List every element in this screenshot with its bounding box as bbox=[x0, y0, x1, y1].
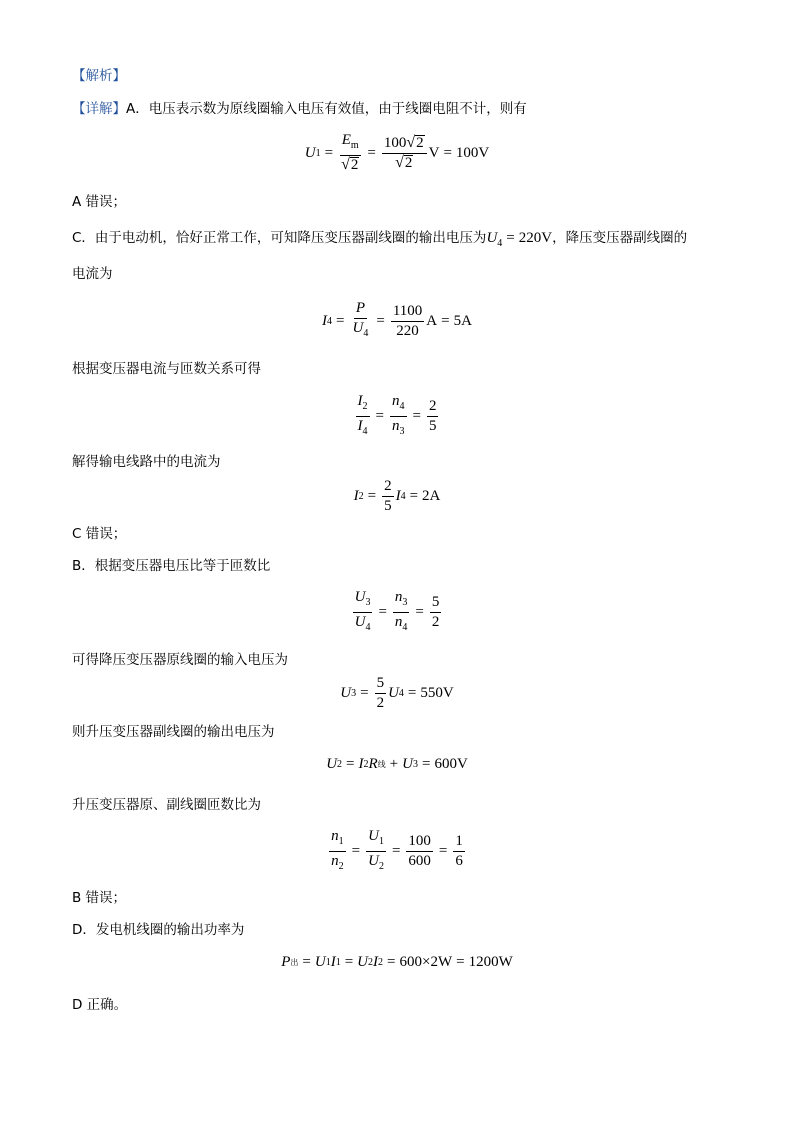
equation-power: P 出 = U 1 I 1 = U 2 I 2 = 600 × 2 W = 1200W bbox=[281, 954, 513, 970]
equation-i2: I 2 = $\frac{2}{5}$ I 4 = 2A bbox=[353, 478, 441, 514]
equation-u3: U 3 = $\frac{5}{2}$ U 4 = 550V bbox=[340, 675, 454, 711]
paragraph-u2: 则升压变压器副线圈的输出电压为 bbox=[72, 724, 275, 740]
paragraph-turns-ratio: 升压变压器原、副线圈匝数比为 bbox=[72, 797, 261, 813]
equation-voltage-ratio: $\frac{U_3}{U_4}$ = $\frac{n_3}{n_4}$ = $\frac{5}{2}$ bbox=[354, 589, 440, 633]
equation-i4: I 4 = $\frac{P}{U_4}$ = $\frac{1100}{220}$ A = 5A bbox=[322, 300, 472, 339]
paragraph-b-result: B 错误； bbox=[72, 890, 127, 906]
paragraph-b: B．根据变压器电压比等于匝数比 bbox=[72, 558, 271, 574]
paragraph-a-text: A．电压表示数为原线圈输入电压有效值，由于线圈电阻不计，则有 bbox=[126, 101, 527, 117]
paragraph-c-result: C 错误； bbox=[72, 526, 127, 542]
equation-current-ratio: $\frac{I_2}{I_4}$ = $\frac{n_4}{n_3}$ = $\frac{2}{5}$ bbox=[357, 393, 437, 437]
paragraph-u3: 可得降压变压器原线圈的输入电压为 bbox=[72, 652, 288, 668]
detail-tag: 【详解】 bbox=[72, 101, 126, 117]
section-header: 【解析】 bbox=[72, 68, 126, 84]
paragraph-a bbox=[72, 99, 527, 119]
paragraph-current-ratio: 根据变压器电流与匝数关系可得 bbox=[72, 361, 261, 377]
paragraph-c: C．由于电动机，恰好正常工作，可知降压变压器副线圈的输出电压为$U_4 = 220V$，降压变压器副线圈的 bbox=[72, 230, 688, 249]
paragraph-d: D．发电机线圈的输出功率为 bbox=[72, 922, 245, 938]
paragraph-a-result: A 错误； bbox=[72, 194, 127, 210]
equation-turns-ratio: $\frac{n_1}{n_2}$ = $\frac{U_1}{U_2}$ = $\frac{100}{600}$ = $\frac{1}{6}$ bbox=[331, 828, 463, 872]
paragraph-line-current: 解得输电线路中的电流为 bbox=[72, 454, 221, 470]
paragraph-c-cont: 电流为 bbox=[72, 266, 113, 282]
equation-u2: U 2 = I 2 R 线 + U 3 = 600V bbox=[326, 756, 468, 772]
paragraph-d-result: D 正确。 bbox=[72, 997, 128, 1013]
equation-u1: U 1 = $E_m$ √ 2 = 100 √ 2 √ 2 V = 100V bbox=[304, 132, 490, 173]
